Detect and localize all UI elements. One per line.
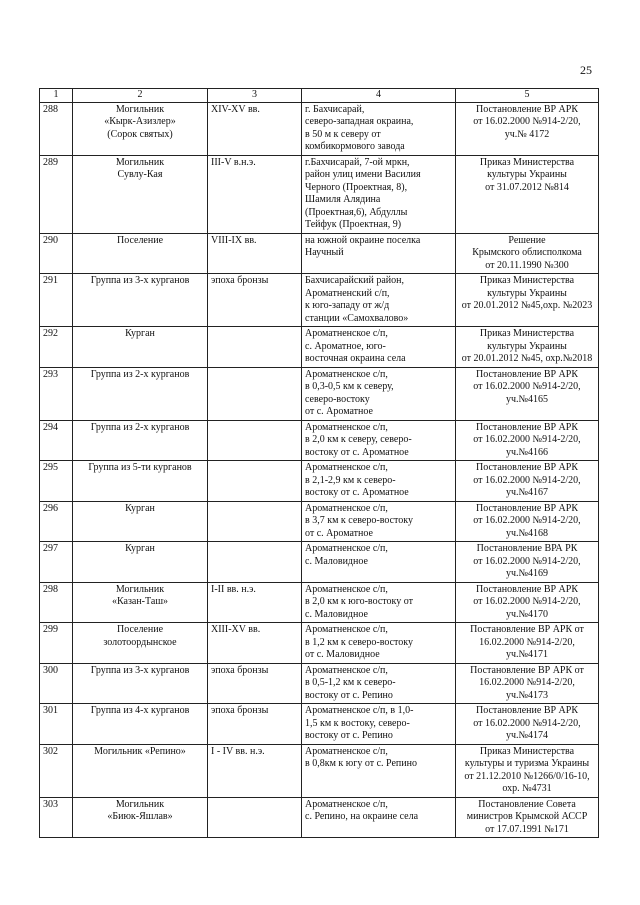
- row-number: 288: [40, 102, 73, 155]
- legal-document-line: Постановление ВР АРК: [475, 368, 579, 380]
- table-row: [40, 797, 599, 838]
- location-cell: [302, 155, 456, 233]
- dating-cell: III-V в.н.э.: [208, 155, 302, 233]
- legal-document-line: от 16.02.2000 №914-2/20,: [473, 474, 581, 486]
- location-line: в 0,5-1,2 км к северо-: [305, 677, 396, 688]
- monument-name-cell: [73, 582, 208, 623]
- monument-name-cell: [73, 797, 208, 838]
- legal-document-cell: [456, 797, 599, 838]
- legal-document-line: Постановление ВР АРК от: [470, 624, 584, 635]
- monument-name-line: Поселение: [116, 234, 164, 246]
- legal-document-line: от 16.02.2000 №914-2/20,: [473, 596, 581, 607]
- table-row: [40, 501, 599, 542]
- column-header-5: 5: [456, 89, 599, 103]
- legal-document-line: Приказ Министерства: [479, 156, 575, 168]
- legal-document-line: уч.№4173: [505, 689, 549, 701]
- monument-name-line: Группа из 2-х курганов: [90, 421, 190, 433]
- location-line: в 3,7 км к северо-востоку: [305, 515, 413, 526]
- legal-document-cell: [456, 663, 599, 704]
- dating-cell: I-II вв. н.э.: [208, 582, 302, 623]
- location-line: от с. Маловидное: [305, 649, 380, 660]
- dating-cell: эпоха бронзы: [208, 663, 302, 704]
- row-number: 299: [40, 623, 73, 664]
- legal-document-line: от 16.02.2000 №914-2/20,: [473, 116, 581, 127]
- legal-document-line: Постановление ВР АРК: [475, 462, 579, 473]
- location-cell: [302, 501, 456, 542]
- location-line: Ароматненское с/п,: [305, 798, 388, 810]
- legal-document-cell: [456, 501, 599, 542]
- dating-cell: [208, 501, 302, 542]
- location-line: востоку от с. Ароматное: [305, 487, 409, 498]
- row-number: 295: [40, 461, 73, 502]
- monument-name-line: Курган: [125, 543, 155, 554]
- monument-name-line: Группа из 5-ти курганов: [88, 462, 192, 473]
- location-line: с. Репино, на окраине села: [305, 811, 419, 822]
- location-line: в 2,0 км к северу, северо-: [305, 434, 412, 445]
- table-row: [40, 623, 599, 664]
- location-line: в 1,2 км к северо-востоку: [305, 636, 413, 648]
- monument-name-line: Группа из 4-х курганов: [90, 705, 190, 716]
- legal-document-line: 16.02.2000 №914-2/20,: [479, 677, 575, 688]
- legal-document-line: культуры Украины: [487, 287, 567, 299]
- location-line: востоку от с. Репино: [305, 689, 393, 701]
- location-line: от с. Ароматное: [305, 527, 373, 539]
- legal-document-line: уч.№4174: [505, 730, 549, 741]
- monument-name-line: (Сорок святых): [107, 128, 173, 140]
- legal-document-line: Постановление ВР АРК: [475, 421, 579, 433]
- location-line: Ароматненское с/п,: [305, 583, 388, 595]
- table-row: [40, 233, 599, 274]
- legal-document-line: уч.№4171: [505, 649, 549, 660]
- location-line: 1,5 км к востоку, северо-: [305, 717, 410, 729]
- location-cell: [302, 461, 456, 502]
- table-row: [40, 420, 599, 461]
- legal-document-cell: [456, 102, 599, 155]
- location-line: Научный: [305, 247, 344, 258]
- monument-name-cell: [73, 233, 208, 274]
- monument-name-cell: [73, 623, 208, 664]
- location-line: Ароматненское с/п,: [305, 462, 388, 473]
- location-line: от с. Ароматное: [305, 406, 373, 417]
- location-cell: [302, 744, 456, 797]
- legal-document-line: уч.№ 4172: [504, 128, 550, 140]
- legal-document-line: уч.№4166: [505, 446, 549, 458]
- location-line: Ароматненское с/п, в 1,0-: [305, 705, 414, 716]
- legal-document-line: от 16.02.2000 №914-2/20,: [473, 434, 581, 445]
- legal-document-cell: [456, 582, 599, 623]
- monument-name-line: Курган: [125, 328, 155, 339]
- monument-name-cell: [73, 744, 208, 797]
- location-cell: [302, 663, 456, 704]
- legal-document-cell: [456, 744, 599, 797]
- monument-name-line: Поселение: [116, 624, 164, 635]
- monument-name-line: Могильник: [115, 583, 165, 595]
- location-line: Ароматненское с/п,: [305, 624, 388, 635]
- legal-document-line: Крымского облисполкома: [472, 247, 582, 258]
- location-line: район улиц имени Василия: [305, 169, 421, 180]
- legal-document-line: культуры и туризма Украины: [464, 758, 590, 769]
- monument-name-line: Сувлу-Кая: [117, 169, 163, 180]
- monument-name-line: Курган: [125, 502, 155, 514]
- table-row: [40, 542, 599, 583]
- legal-document-line: уч.№4168: [505, 527, 549, 539]
- legal-document-cell: [456, 420, 599, 461]
- location-line: на южной окраине поселка: [305, 234, 421, 246]
- dating-cell: эпоха бронзы: [208, 274, 302, 327]
- row-number: 302: [40, 744, 73, 797]
- legal-document-cell: [456, 233, 599, 274]
- location-cell: [302, 542, 456, 583]
- row-number: 290: [40, 233, 73, 274]
- legal-document-line: Постановление ВР АРК: [475, 583, 579, 595]
- location-line: Шамиля Алядина: [305, 194, 381, 205]
- table-row: [40, 102, 599, 155]
- location-line: северо-западная окраина,: [305, 116, 414, 127]
- location-line: Ароматненское с/п,: [305, 745, 388, 757]
- location-line: Ароматненское с/п,: [305, 328, 388, 339]
- column-header-3: 3: [208, 89, 302, 103]
- location-line: Черного (Проектная, 8),: [305, 181, 408, 193]
- table-row: [40, 582, 599, 623]
- location-cell: [302, 797, 456, 838]
- legal-document-line: Постановление ВР АРК: [475, 103, 579, 115]
- legal-document-line: культуры Украины: [487, 169, 567, 180]
- location-cell: [302, 233, 456, 274]
- location-line: востоку от с. Репино: [305, 730, 393, 741]
- legal-document-line: от 20.11.1990 №300: [485, 259, 569, 271]
- table-body: [40, 102, 599, 838]
- legal-document-line: Приказ Министерства: [479, 275, 575, 286]
- location-cell: [302, 704, 456, 745]
- monument-name-cell: [73, 461, 208, 502]
- dating-cell: VIII-IX вв.: [208, 233, 302, 274]
- monument-name-line: золотоордынское: [103, 636, 177, 648]
- legal-document-cell: [456, 704, 599, 745]
- legal-document-cell: [456, 461, 599, 502]
- monument-name-cell: [73, 542, 208, 583]
- column-header-4: 4: [302, 89, 456, 103]
- monument-name-line: Могильник «Репино»: [94, 745, 186, 757]
- legal-document-cell: [456, 367, 599, 420]
- location-line: г.Бахчисарай, 7-ой мркн,: [305, 156, 410, 168]
- legal-document-line: уч.№4170: [505, 608, 549, 620]
- monument-name-line: Могильник: [115, 156, 165, 168]
- location-line: Ароматненское с/п,: [305, 421, 388, 433]
- legal-document-line: Приказ Министерства: [479, 745, 575, 757]
- legal-document-line: Постановление ВР АРК: [475, 705, 579, 716]
- dating-cell: [208, 542, 302, 583]
- location-line: в 2,1-2,9 км к северо-: [305, 474, 396, 486]
- monument-name-line: Могильник: [115, 798, 165, 810]
- location-line: востоку от с. Ароматное: [305, 446, 409, 458]
- legal-document-line: от 31.07.2012 №814: [485, 181, 569, 193]
- monument-name-cell: [73, 367, 208, 420]
- monument-name-line: «Казан-Таш»: [111, 596, 169, 607]
- legal-document-line: от 16.02.2000 №914-2/20,: [473, 555, 581, 567]
- dating-cell: XIII-XV вв.: [208, 623, 302, 664]
- table-row: [40, 704, 599, 745]
- location-line: (Проектная,6), Абдуллы: [305, 206, 408, 218]
- table-row: [40, 155, 599, 233]
- dating-cell: XIV-XV вв.: [208, 102, 302, 155]
- row-number: 291: [40, 274, 73, 327]
- monument-name-line: «Кырк-Азизлер»: [104, 116, 176, 127]
- legal-document-line: Постановление ВР АРК от: [470, 664, 584, 676]
- legal-document-line: от 20.01.2012 №45, охр.№2018: [461, 353, 593, 364]
- location-line: в 0,8км к югу от с. Репино: [305, 758, 417, 769]
- monument-name-cell: [73, 663, 208, 704]
- monument-name-cell: [73, 704, 208, 745]
- legal-document-line: от 17.07.1991 №171: [485, 823, 569, 835]
- column-header-2: 2: [73, 89, 208, 103]
- table-row: [40, 327, 599, 368]
- location-line: с. Маловидное: [305, 555, 368, 567]
- location-line: Ароматненский с/п,: [305, 287, 390, 299]
- legal-document-line: от 21.12.2010 №1266/0/16-10,: [464, 770, 590, 782]
- dating-cell: [208, 367, 302, 420]
- legal-document-cell: [456, 542, 599, 583]
- table-header-row: [40, 89, 599, 103]
- legal-document-line: от 20.01.2012 №45,охр. №2023: [461, 300, 593, 311]
- legal-document-line: уч.№4165: [505, 393, 549, 405]
- dating-cell: [208, 797, 302, 838]
- legal-document-line: охр. №4731: [502, 783, 552, 794]
- location-cell: [302, 367, 456, 420]
- legal-document-line: министров Крымской АССР: [466, 811, 588, 822]
- table-row: [40, 461, 599, 502]
- legal-document-cell: [456, 623, 599, 664]
- monument-name-cell: [73, 501, 208, 542]
- legal-document-line: от 16.02.2000 №914-2/20,: [473, 717, 581, 729]
- row-number: 300: [40, 663, 73, 704]
- location-line: Ароматненское с/п,: [305, 368, 388, 380]
- location-line: с. Маловидное: [305, 608, 368, 620]
- location-line: в 50 м к северу от: [305, 128, 381, 140]
- legal-document-line: уч.№4167: [505, 487, 549, 498]
- row-number: 289: [40, 155, 73, 233]
- monument-name-cell: [73, 274, 208, 327]
- monument-name-line: «Биюк-Яшлав»: [107, 811, 173, 822]
- row-number: 294: [40, 420, 73, 461]
- table-row: [40, 274, 599, 327]
- dating-cell: [208, 461, 302, 502]
- monument-name-line: Группа из 3-х курганов: [90, 664, 190, 676]
- location-line: с. Ароматное, юго-: [305, 340, 386, 352]
- location-line: к юго-западу от ж/д: [305, 300, 390, 311]
- dating-cell: [208, 327, 302, 368]
- row-number: 303: [40, 797, 73, 838]
- monument-name-line: Могильник: [115, 103, 165, 115]
- location-line: станции «Самохвалово»: [305, 312, 409, 324]
- monument-name-cell: [73, 102, 208, 155]
- location-line: Ароматненское с/п,: [305, 543, 388, 554]
- row-number: 297: [40, 542, 73, 583]
- legal-document-line: культуры Украины: [487, 340, 567, 352]
- location-line: северо-востоку: [305, 393, 370, 405]
- location-line: восточная окраина села: [305, 353, 406, 364]
- legal-document-line: от 16.02.2000 №914-2/20,: [473, 515, 581, 526]
- row-number: 292: [40, 327, 73, 368]
- location-line: комбикормового завода: [305, 141, 405, 152]
- location-line: Бахчисарайский район,: [305, 275, 404, 286]
- table-row: [40, 367, 599, 420]
- legal-document-line: Решение: [508, 234, 546, 246]
- location-line: г. Бахчисарай,: [305, 103, 365, 115]
- location-cell: [302, 327, 456, 368]
- legal-document-line: Постановление ВР АРК: [475, 502, 579, 514]
- legal-document-line: Постановление ВРА РК: [476, 543, 578, 554]
- row-number: 298: [40, 582, 73, 623]
- dating-cell: эпоха бронзы: [208, 704, 302, 745]
- legal-document-line: Постановление Совета: [478, 798, 576, 810]
- legal-document-line: Приказ Министерства: [479, 328, 575, 339]
- table-row: [40, 663, 599, 704]
- legal-document-line: 16.02.2000 №914-2/20,: [479, 636, 575, 648]
- location-line: в 2,0 км к юго-востоку от: [305, 596, 413, 607]
- location-cell: [302, 420, 456, 461]
- monuments-table: [39, 88, 599, 838]
- monument-name-cell: [73, 155, 208, 233]
- location-cell: [302, 582, 456, 623]
- legal-document-cell: [456, 327, 599, 368]
- column-header-1: 1: [40, 89, 73, 103]
- location-line: в 0,3-0,5 км к северу,: [305, 381, 394, 392]
- location-cell: [302, 623, 456, 664]
- row-number: 293: [40, 367, 73, 420]
- dating-cell: [208, 420, 302, 461]
- page-number: 25: [580, 63, 592, 77]
- legal-document-cell: [456, 274, 599, 327]
- dating-cell: I - IV вв. н.э.: [208, 744, 302, 797]
- legal-document-line: уч.№4169: [505, 568, 549, 579]
- location-line: Ароматненское с/п,: [305, 664, 388, 676]
- row-number: 301: [40, 704, 73, 745]
- location-cell: [302, 102, 456, 155]
- location-line: Ароматненское с/п,: [305, 502, 388, 514]
- monument-name-line: Группа из 3-х курганов: [90, 275, 190, 286]
- location-cell: [302, 274, 456, 327]
- monument-name-cell: [73, 420, 208, 461]
- monument-name-line: Группа из 2-х курганов: [90, 368, 190, 380]
- legal-document-line: от 16.02.2000 №914-2/20,: [473, 381, 581, 392]
- monument-name-cell: [73, 327, 208, 368]
- row-number: 296: [40, 501, 73, 542]
- location-line: Тейфук (Проектная, 9): [305, 219, 402, 230]
- legal-document-cell: [456, 155, 599, 233]
- table-row: [40, 744, 599, 797]
